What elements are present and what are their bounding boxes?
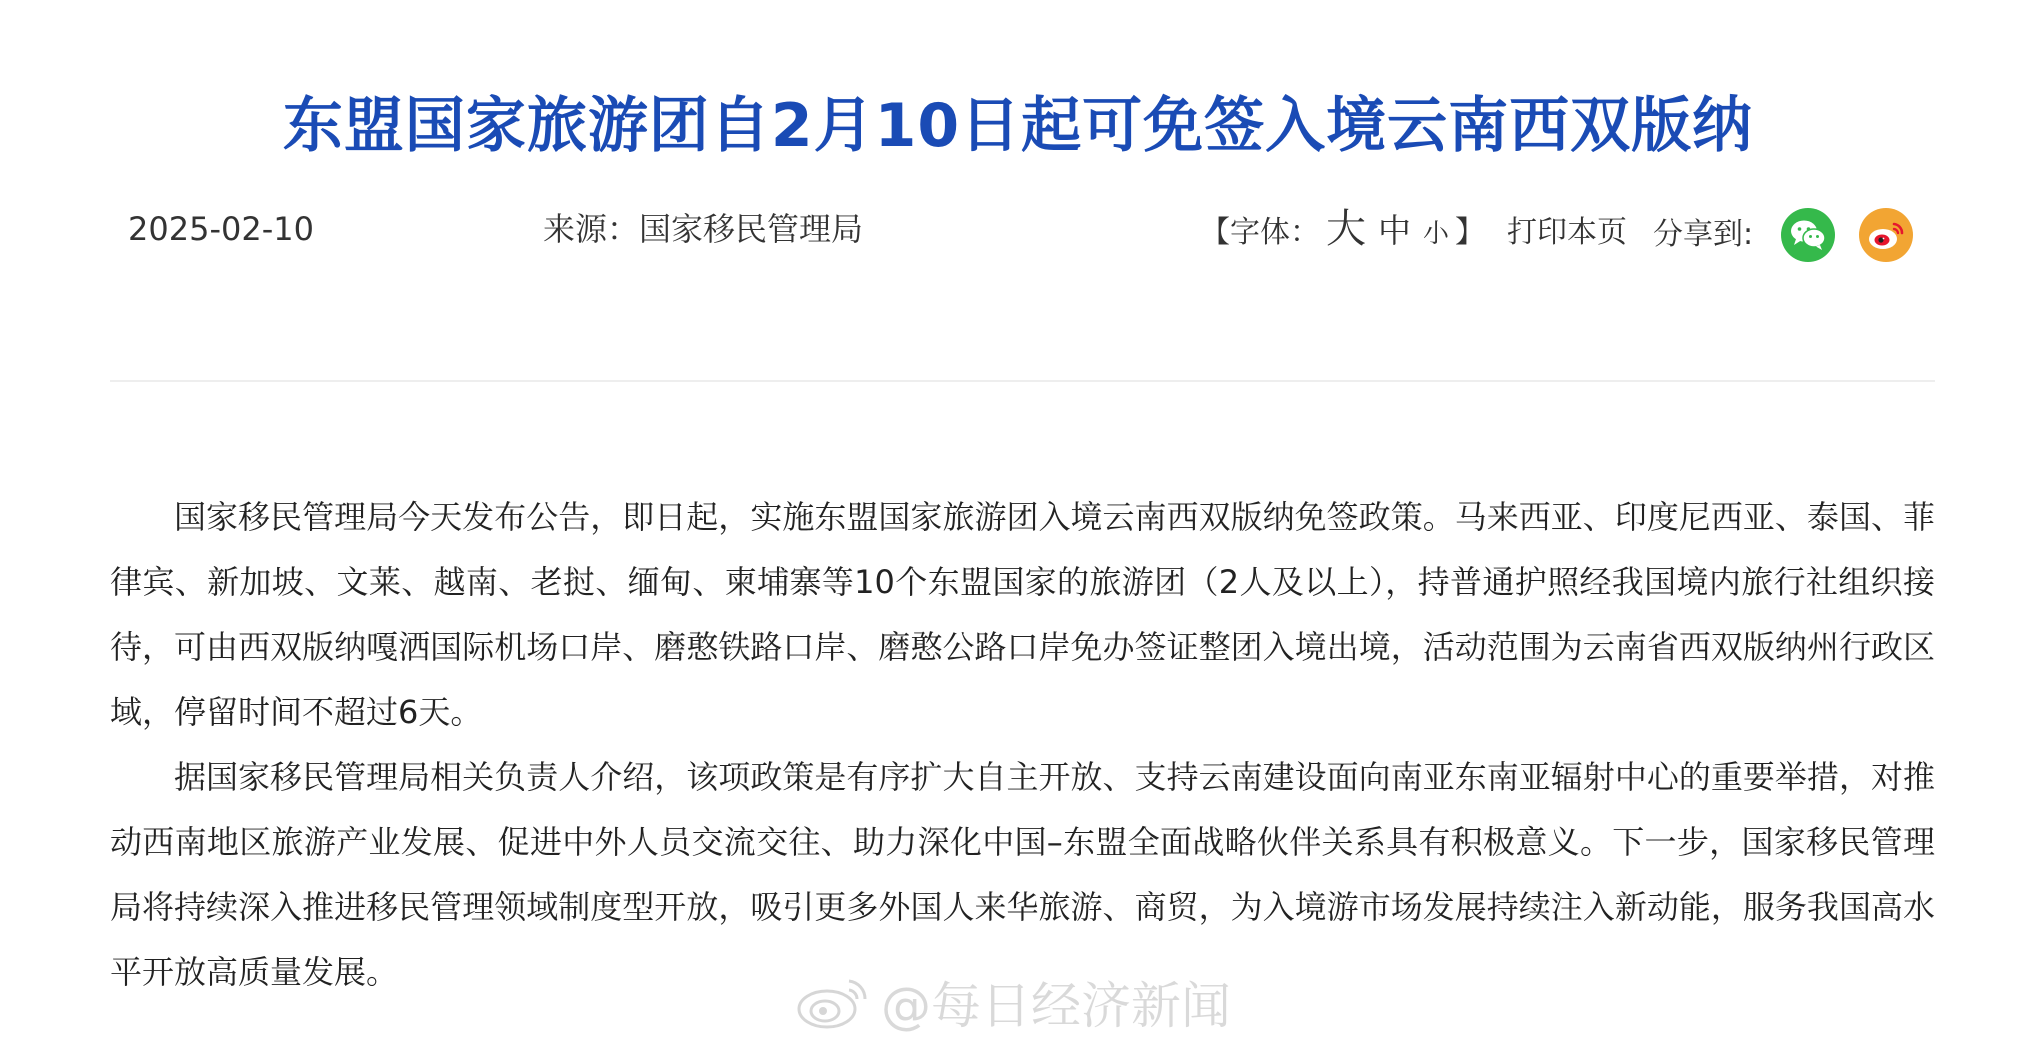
weibo-logo-watermark-icon — [795, 973, 873, 1031]
article-meta — [0, 205, 2036, 265]
wechat-icon — [1789, 218, 1827, 252]
article-body — [110, 485, 1935, 1005]
font-size-tools — [1200, 205, 1627, 258]
header-divider — [110, 380, 1935, 382]
weibo-icon — [1866, 218, 1906, 252]
article-paragraph: 据国家移民管理局相关负责人介绍，该项政策是有序扩大自主开放、支持云南建设面向南亚东南亚辐射中心的重要举措，对推动西南地区旅游产业发展、促进中外人员交流交往、助力深化中国–东盟全面战略伙伴关系具有积极意义。下一步，国家移民管理局将持续深入推进移民管理领域制度型开放，吸引更多外国人来华旅游、商贸，为入境游市场发展持续注入新动能，服务我国高水平开放高质量发展。 — [110, 758, 1935, 991]
font-medium-button[interactable]: 中 — [1378, 211, 1411, 250]
article-paragraph: 国家移民管理局今天发布公告，即日起，实施东盟国家旅游团入境云南西双版纳免签政策。马来西亚、印度尼西亚、泰国、菲律宾、新加坡、文莱、越南、老挝、缅甸、柬埔寨等10个东盟国家的旅游团（2人及以上），持普通护照经我国境内旅行社组织接待，可由西双版纳嘎洒国际机场口岸、磨憨铁路口岸、磨憨公路口岸免办签证整团入境出境，活动范围为云南省西双版纳州行政区域，停留时间不超过6天。 — [110, 498, 1935, 731]
article-title: 东盟国家旅游团自2月10日起可免签入境云南西双版纳 — [282, 91, 1754, 161]
share-label: 分享到: — [1653, 217, 1754, 252]
weibo-share-button[interactable] — [1859, 208, 1913, 262]
print-page-link[interactable]: 打印本页 — [1507, 215, 1628, 250]
watermark-text: @每日经济新闻 — [881, 977, 1231, 1035]
font-size-label-close: 】 — [1455, 215, 1486, 250]
wechat-share-button[interactable] — [1781, 208, 1835, 262]
font-size-label: 【字体： — [1200, 215, 1320, 250]
share-bar — [1653, 205, 1937, 265]
watermark — [795, 972, 1231, 1035]
publish-date: 2025-02-10 — [128, 210, 314, 248]
font-large-button[interactable]: 大 — [1326, 206, 1366, 252]
article-source: 来源：国家移民管理局 — [543, 210, 864, 248]
font-small-button[interactable]: 小 — [1423, 219, 1450, 249]
